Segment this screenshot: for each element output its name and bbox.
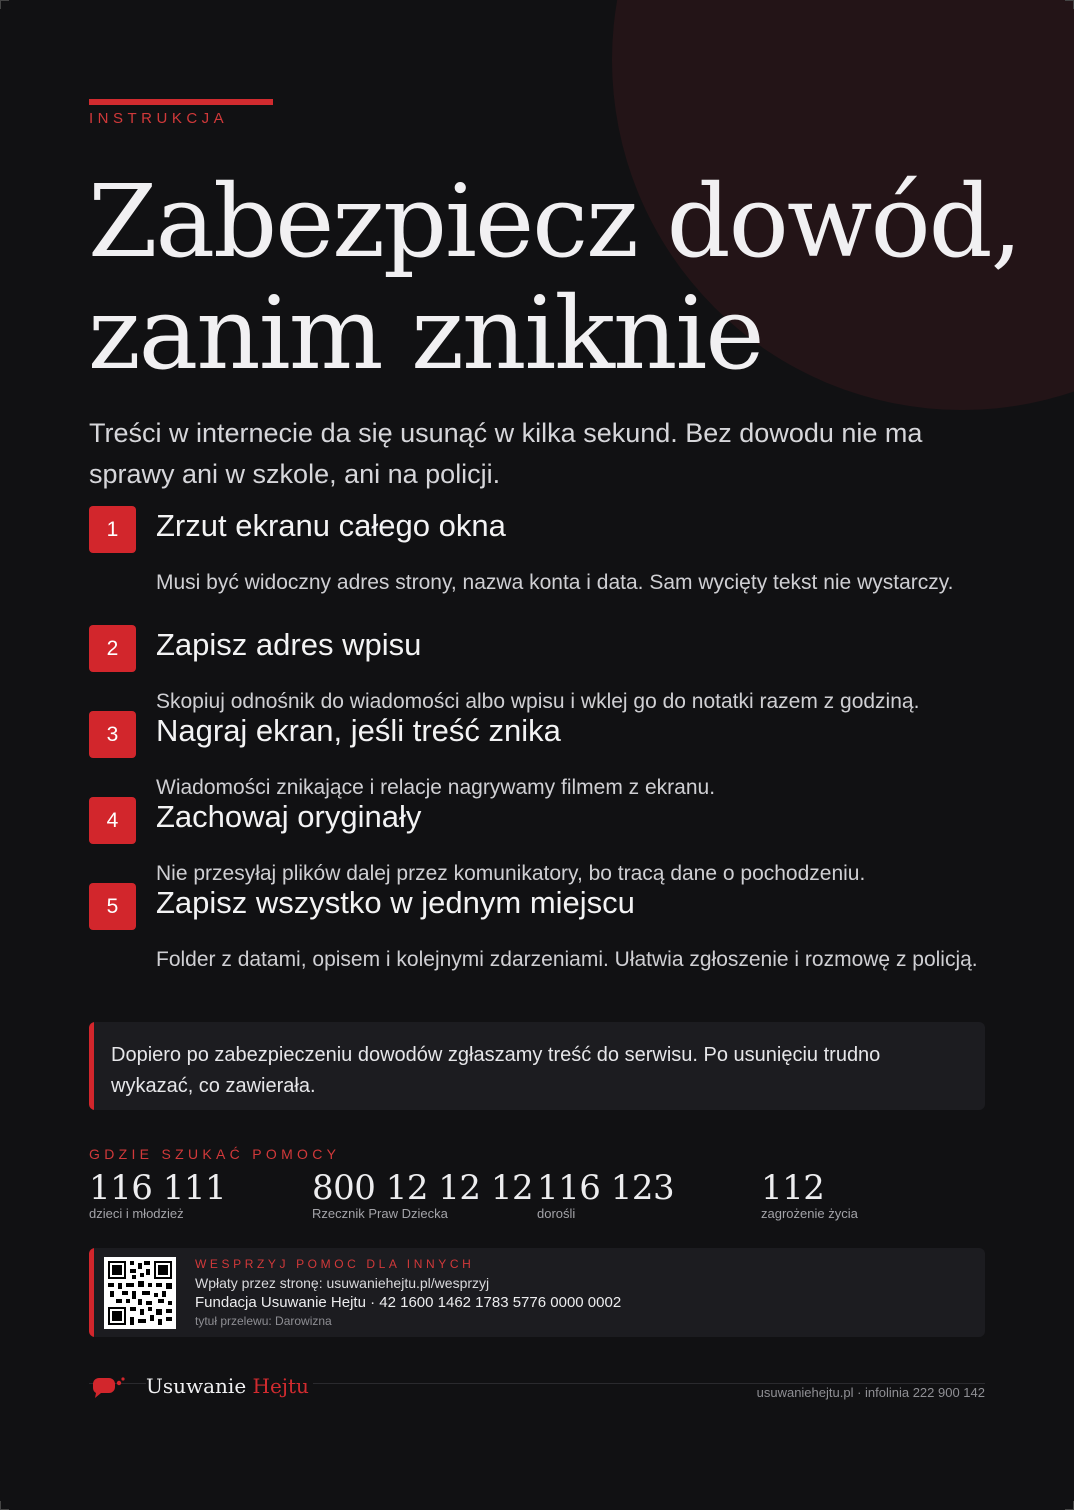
step-title: Zrzut ekranu całego okna (156, 508, 506, 543)
support-transfer-title: tytuł przelewu: Darowizna (195, 1314, 332, 1328)
step-description: Folder z datami, opisem i kolejnymi zdarzeniami. Ułatwia zgłoszenie i rozmowę z policją. (156, 948, 978, 971)
step-number-badge: 1 (89, 506, 136, 553)
helpline-number: 800 12 12 12 (312, 1168, 534, 1208)
helpline-number: 116 111 (89, 1168, 227, 1208)
step-description: Nie przesyłaj plików dalej przez komunikatory, bo tracą dane o pochodzeniu. (156, 862, 866, 885)
step-description: Wiadomości znikające i relacje nagrywamy filmem z ekranu. (156, 776, 716, 799)
lead-paragraph: Treści w internecie da się usunąć w kilka sekund. Bez dowodu nie ma sprawy ani w szkole, ani na policji. (89, 418, 923, 489)
note-callout (89, 1022, 985, 1110)
eyebrow: INSTRUKCJA (89, 110, 229, 127)
footer-contact: usuwaniehejtu.pl · infolinia 222 900 142 (756, 1385, 985, 1400)
note-accent-bar (89, 1022, 94, 1110)
note-text: Dopiero po zabezpieczeniu dowodów zgłaszamy treść do serwisu. Po usunięciu trudno wykazać, co zawierała. (111, 1044, 881, 1097)
helpline-number: 112 (761, 1168, 825, 1208)
brand-part-1: Usuwanie (146, 1374, 247, 1398)
title-line-2: zanim zniknie (88, 275, 763, 392)
step-number-badge: 5 (89, 883, 136, 930)
support-link-text[interactable]: Wpłaty przez stronę: usuwaniehejtu.pl/wesprzyj (195, 1275, 490, 1291)
step-description: Musi być widoczny adres strony, nazwa konta i data. Sam wycięty tekst nie wystarczy. (156, 571, 954, 594)
crop-mark (1065, 0, 1074, 9)
helpline-label: dzieci i młodzież (89, 1206, 184, 1221)
step-title: Zachowaj oryginały (156, 799, 422, 834)
support-accent-bar (89, 1248, 94, 1337)
crop-mark (0, 1501, 9, 1510)
helpline-label: Rzecznik Praw Dziecka (312, 1206, 448, 1221)
eyebrow-bar (89, 99, 273, 105)
step-title: Zapisz wszystko w jednym miejscu (156, 885, 635, 920)
speech-bubble-logo-icon (89, 1372, 129, 1406)
step-title: Zapisz adres wpisu (156, 627, 422, 662)
support-box (89, 1248, 985, 1337)
helpline-1 (89, 1168, 226, 1221)
helpline-label: zagrożenie życia (761, 1206, 858, 1221)
helpline-3 (537, 1168, 674, 1221)
step-number-badge: 3 (89, 711, 136, 758)
page-title (88, 163, 1048, 392)
helpline-4 (761, 1168, 858, 1221)
helpline-number: 116 123 (537, 1168, 675, 1208)
support-heading: WESPRZYJ POMOC DLA INNYCH (195, 1257, 475, 1271)
support-bank-details: Fundacja Usuwanie Hejtu · 42 1600 1462 1783 5776 0000 0002 (195, 1294, 622, 1311)
brand-part-2: Hejtu (252, 1374, 309, 1398)
qr-code-icon[interactable] (104, 1257, 176, 1329)
brand-name (146, 1374, 313, 1398)
step-number-badge: 4 (89, 797, 136, 844)
step-description: Skopiuj odnośnik do wiadomości albo wpisu i wklej go do notatki razem z godziną. (156, 690, 920, 713)
crop-mark (1065, 1501, 1074, 1510)
crop-mark (0, 0, 9, 9)
step-number-badge: 2 (89, 625, 136, 672)
step-title: Nagraj ekran, jeśli treść znika (156, 713, 561, 748)
helpline-label: dorośli (537, 1206, 576, 1221)
help-heading: GDZIE SZUKAĆ POMOCY (89, 1146, 341, 1162)
title-line-1: Zabezpiecz dowód, (88, 163, 1021, 280)
helpline-2 (312, 1168, 533, 1221)
